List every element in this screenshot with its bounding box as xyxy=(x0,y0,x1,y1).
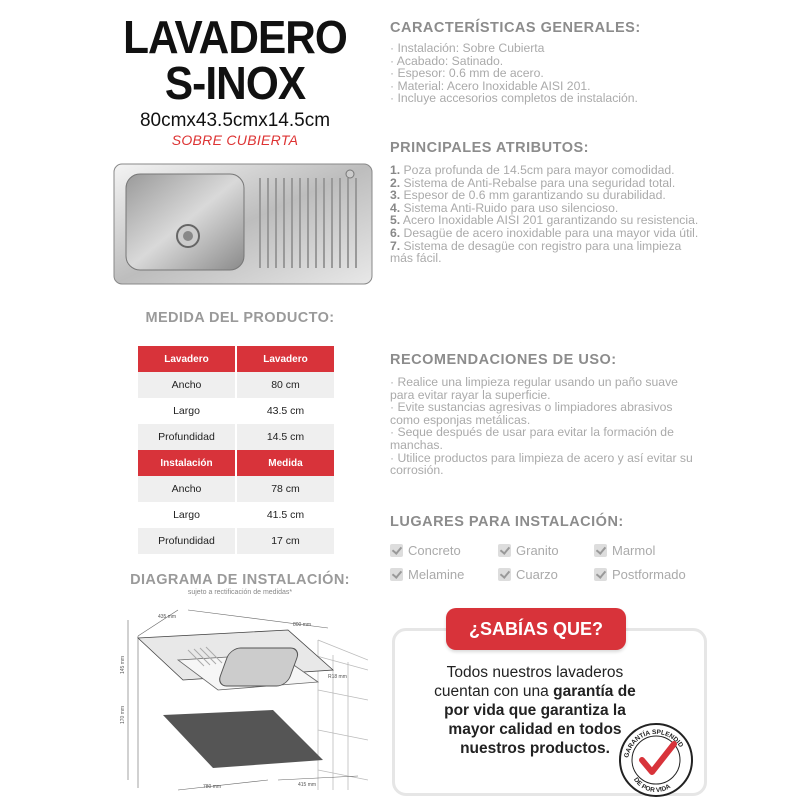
place-label: Cuarzo xyxy=(516,566,558,582)
place-label: Concreto xyxy=(408,542,461,558)
attribute-text: Sistema de Anti-Rebalse para una seguridad total. xyxy=(400,175,676,190)
attribute-number: 6. xyxy=(390,225,401,240)
recommendation-item: · Evite sustancias agresivas o limpiadores abrasivos como esponjas metálicas. xyxy=(390,400,673,427)
attribute-text: Espesor de 0.6 mm garantizando su durabilidad. xyxy=(400,188,666,203)
recommendation-item: · Seque después de usar para evitar la formación de manchas. xyxy=(390,425,674,452)
places-row xyxy=(390,562,710,586)
seal-text-bottom: DE POR VIDA xyxy=(632,776,672,795)
attributes-heading: PRINCIPALES ATRIBUTOS: xyxy=(390,140,589,156)
general-list xyxy=(390,42,700,105)
label-bottom-left: 780 mm xyxy=(203,784,222,790)
check-icon xyxy=(498,544,511,557)
general-item: · Instalación: Sobre Cubierta xyxy=(390,41,545,55)
place-label: Marmol xyxy=(612,542,656,558)
table-row xyxy=(138,476,334,502)
place-label: Postformado xyxy=(612,566,686,582)
general-heading: CARACTERÍSTICAS GENERALES: xyxy=(390,20,641,36)
recommendations-list xyxy=(390,376,700,477)
table-cell: Profundidad xyxy=(138,424,235,450)
place-item xyxy=(594,538,704,562)
did-you-know-badge: ¿SABÍAS QUE? xyxy=(446,608,626,650)
check-icon xyxy=(498,568,511,581)
attribute-item xyxy=(390,240,700,265)
diagram-note: sujeto a rectificación de medidas* xyxy=(187,589,293,596)
attribute-number: 5. xyxy=(390,213,401,228)
places-grid xyxy=(390,538,710,586)
check-icon xyxy=(390,544,403,557)
general-item: · Espesor: 0.6 mm de acero. xyxy=(390,66,544,81)
place-item xyxy=(498,538,594,562)
recommendation-item: · Realice una limpieza regular usando un paño suave para evitar rayar la superficie. xyxy=(390,375,678,402)
table-cell: 78 cm xyxy=(237,476,334,502)
attribute-number: 3. xyxy=(390,188,401,203)
table-cell: 41.5 cm xyxy=(237,502,334,528)
installation-type: SOBRE CUBIERTA xyxy=(171,132,299,148)
warranty-line-3: por vida que garantiza la xyxy=(444,702,626,719)
table-cell: Largo xyxy=(138,398,235,424)
attribute-text: Sistema de desagüe con registro para una limpieza más fácil. xyxy=(390,238,682,266)
product-dimensions: 80cmx43.5cmx14.5cm xyxy=(139,110,331,131)
table-cell: Lavadero xyxy=(138,346,235,372)
warranty-line-2a: cuentan con una xyxy=(434,683,554,700)
table-row xyxy=(138,398,334,424)
warranty-line-5: nuestros productos. xyxy=(460,740,610,757)
warranty-line-4: mayor calidad en todos xyxy=(448,721,622,738)
warranty-line-1: Todos nuestros lavaderos xyxy=(446,664,624,681)
seal-text-top: GARANTÍA SPLENDID xyxy=(623,728,685,759)
general-item: · Incluye accesorios completos de instalación. xyxy=(390,91,638,106)
label-bottom-right: 415 mm xyxy=(298,782,317,788)
check-icon xyxy=(594,568,607,581)
label-right-mid: R18 mm xyxy=(328,674,347,680)
table-row xyxy=(138,424,334,450)
table-cell: 14.5 cm xyxy=(237,424,334,450)
title-line-2: S-INOX xyxy=(164,57,306,109)
product-measure-heading: MEDIDA DEL PRODUCTO: xyxy=(145,310,335,326)
place-label: Granito xyxy=(516,542,559,558)
attribute-text: Poza profunda de 14.5cm para mayor comodidad. xyxy=(400,163,675,177)
table-header-row xyxy=(138,450,334,476)
places-row xyxy=(390,538,710,562)
table-header-row xyxy=(138,346,334,372)
place-item xyxy=(594,562,704,586)
table-cell: Profundidad xyxy=(138,528,235,554)
table-cell: 17 cm xyxy=(237,528,334,554)
table-cell: Medida xyxy=(237,450,334,476)
attribute-number: 1. xyxy=(390,163,401,177)
installation-diagram xyxy=(118,600,368,792)
label-left-low: 170 mm xyxy=(120,705,126,724)
attribute-number: 2. xyxy=(390,175,401,190)
place-item xyxy=(390,562,498,586)
sink-image xyxy=(112,160,374,288)
recommendations-heading: RECOMENDACIONES DE USO: xyxy=(390,352,617,368)
table-cell: Instalación xyxy=(138,450,235,476)
place-label: Melamine xyxy=(408,566,465,582)
measure-table xyxy=(138,346,334,554)
recommendation-item: · Utilice productos para limpieza de acero y así evitar su corrosión. xyxy=(390,450,693,478)
basin xyxy=(217,648,301,686)
table-cell: 43.5 cm xyxy=(237,398,334,424)
general-item: · Acabado: Satinado. xyxy=(390,53,504,68)
label-top-right: 800 mm xyxy=(293,622,312,628)
places-heading: LUGARES PARA INSTALACIÓN: xyxy=(390,514,624,530)
label-top-left: 435 mm xyxy=(158,614,177,620)
warranty-seal xyxy=(618,722,694,798)
place-item xyxy=(390,538,498,562)
table-cell: Ancho xyxy=(138,476,235,502)
table-cell: Largo xyxy=(138,502,235,528)
table-cell: Lavadero xyxy=(237,346,334,372)
table-row xyxy=(138,502,334,528)
warranty-line-2b: garantía de xyxy=(553,683,636,700)
table-row xyxy=(138,528,334,554)
check-icon xyxy=(390,568,403,581)
label-left-mid: 145 mm xyxy=(120,655,126,674)
attribute-text: Sistema Anti-Ruido para uso silencioso. xyxy=(400,200,619,215)
table-cell: Ancho xyxy=(138,372,235,398)
product-title xyxy=(102,11,369,109)
general-item: · Material: Acero Inoxidable AISI 201. xyxy=(390,78,591,93)
attribute-number: 7. xyxy=(390,238,401,253)
attribute-text: Desagüe de acero inoxidable para una mayor vida útil. xyxy=(400,225,699,240)
diagram-heading: DIAGRAMA DE INSTALACIÓN: xyxy=(130,572,350,588)
check-icon xyxy=(594,544,607,557)
attribute-text: Acero Inoxidable AISI 201 garantizando su resistencia. xyxy=(400,213,699,228)
table-cell: 80 cm xyxy=(237,372,334,398)
title-line-1: LAVADERO xyxy=(123,11,347,63)
cutout xyxy=(163,710,323,768)
place-item xyxy=(498,562,594,586)
attribute-number: 4. xyxy=(390,200,401,215)
table-row xyxy=(138,372,334,398)
attributes-list xyxy=(390,164,700,265)
